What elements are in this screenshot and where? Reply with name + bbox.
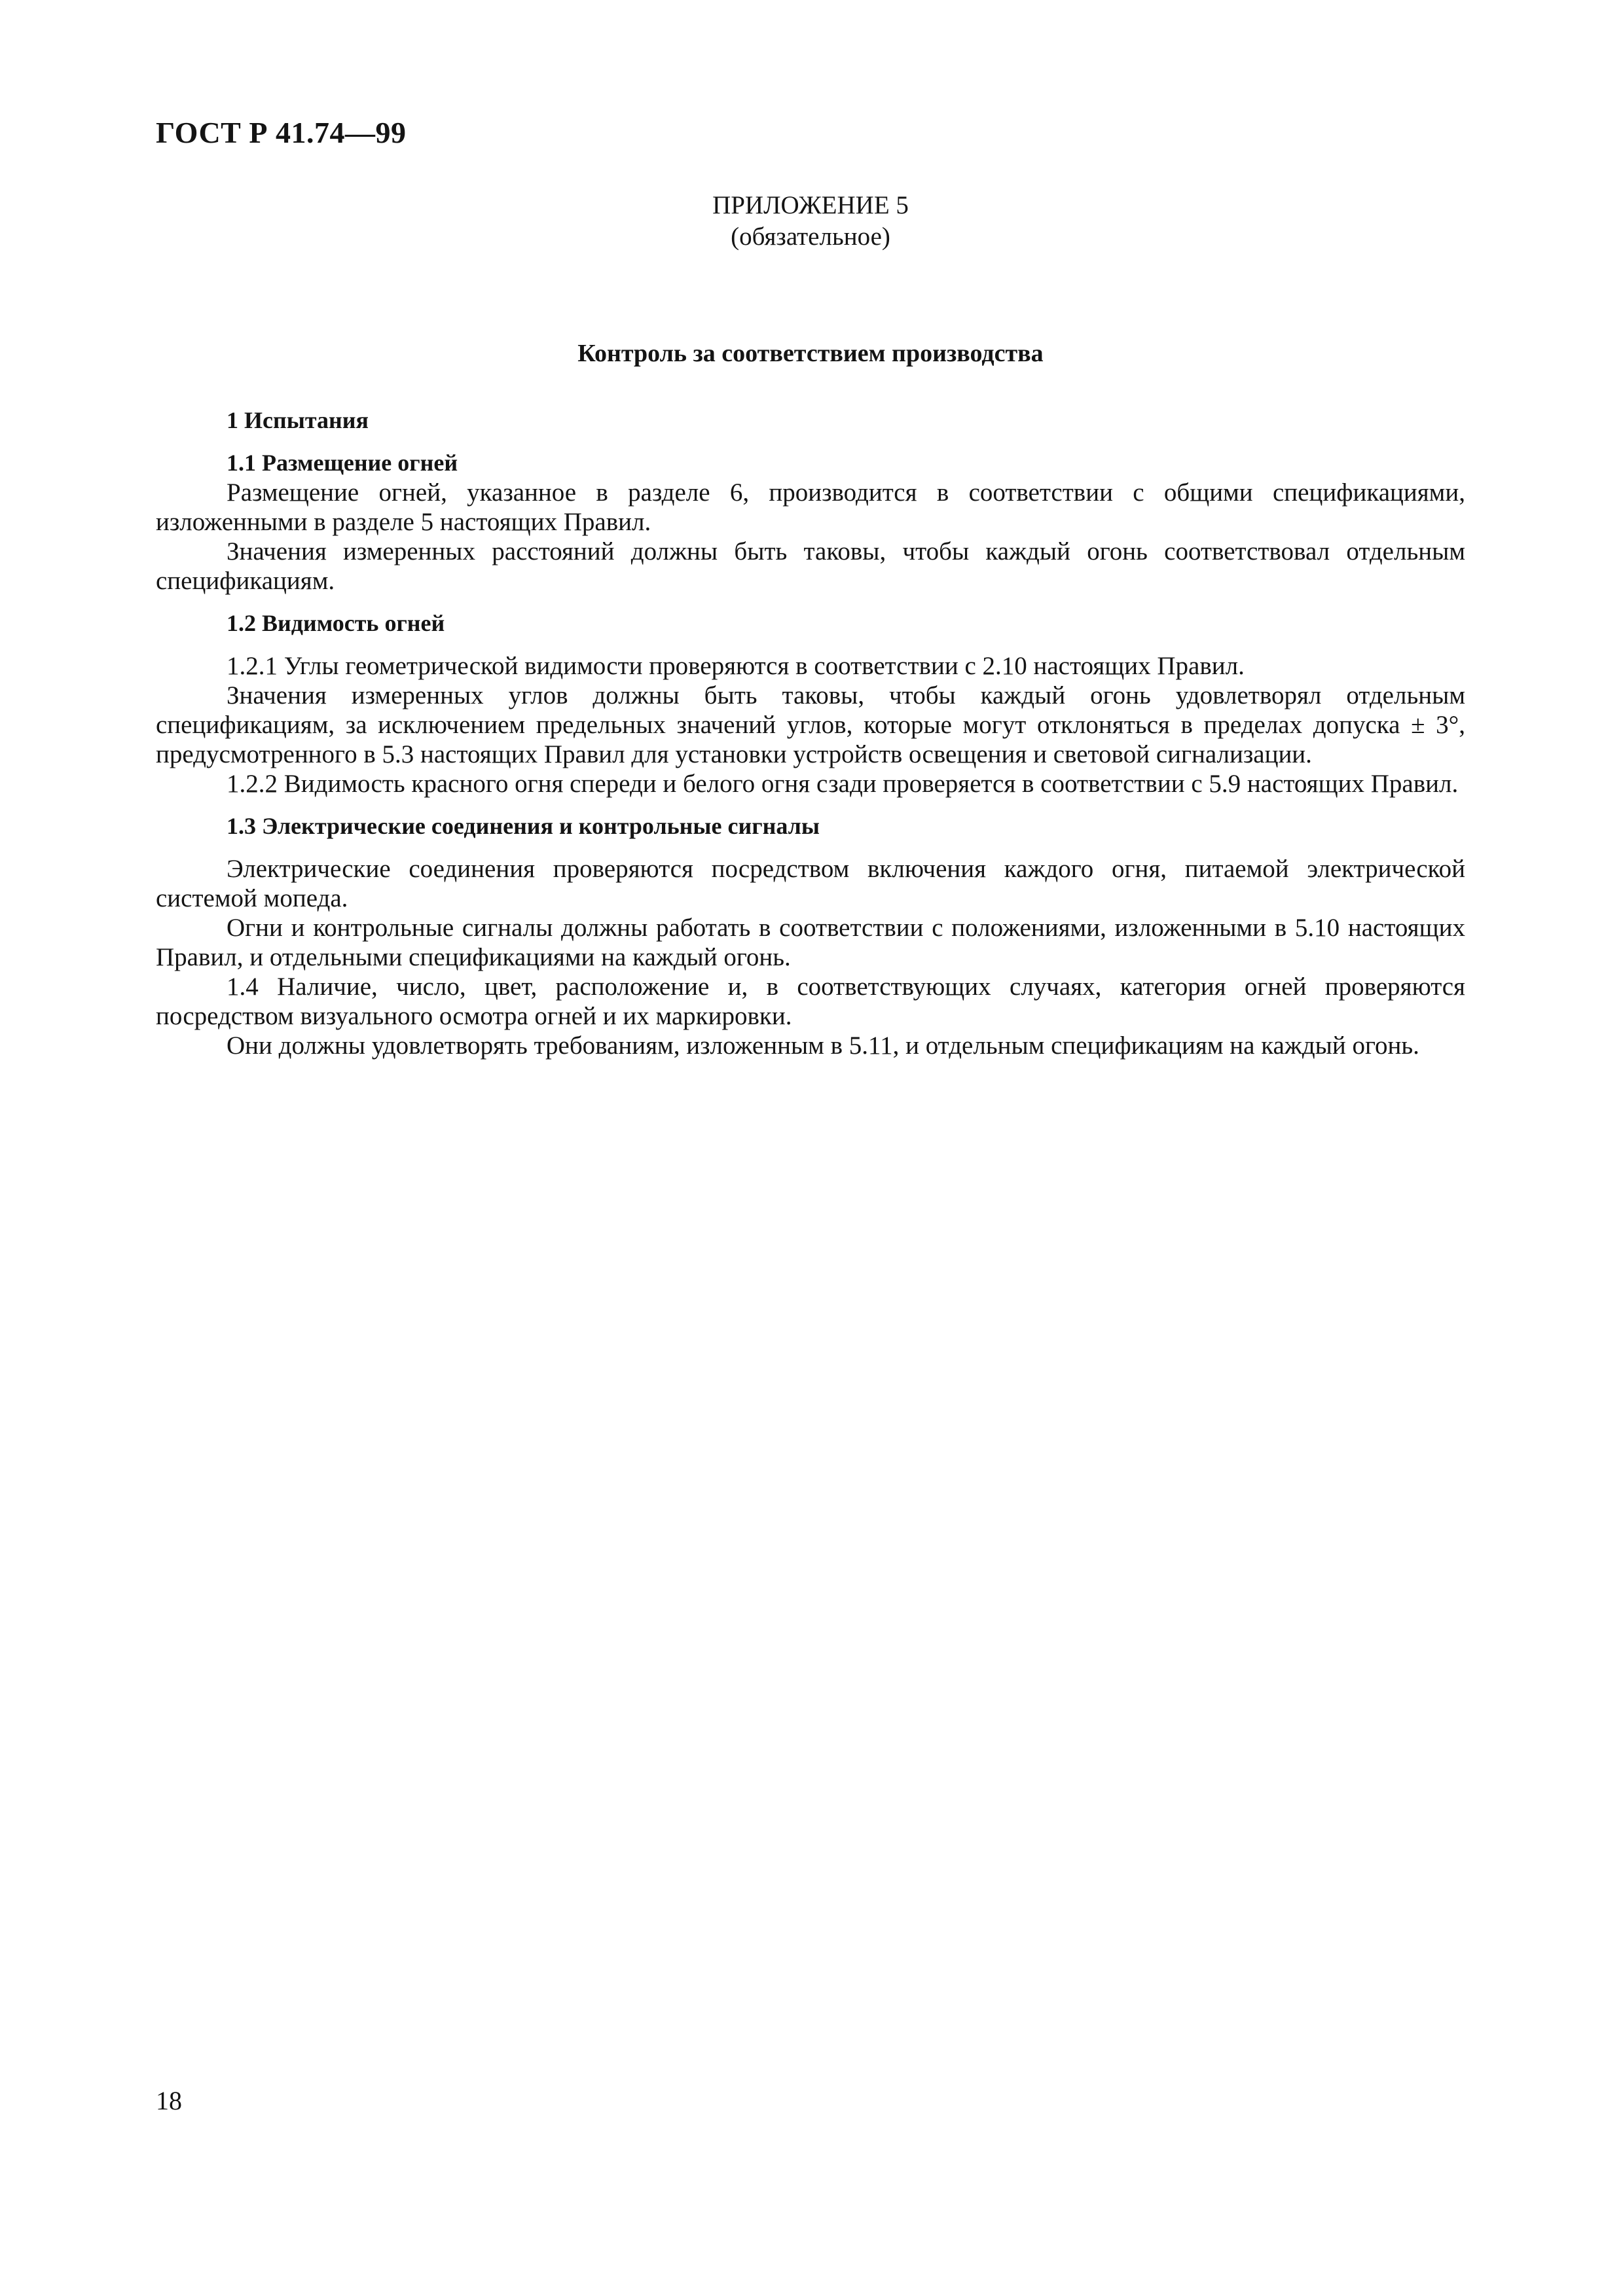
appendix-subtitle: (обязательное) (731, 223, 890, 251)
paragraph: Огни и контрольные сигналы должны работать в соответствии с положениями, изложенными в 5.10 настоящих Правил, и отдельными спецификациями на каждый огонь. (156, 914, 1465, 971)
section-heading-1: 1 Испытания (227, 407, 369, 433)
page-number: 18 (156, 2086, 182, 2115)
page-title: Контроль за соответствием производства (577, 340, 1044, 367)
appendix-title: ПРИЛОЖЕНИЕ 5 (712, 191, 909, 219)
paragraph: 1.4 Наличие, число, цвет, расположение и, в соответствующих случаях, категория огней проверяются посредством визуального осмотра огней и их маркировки. (156, 973, 1465, 1030)
paragraph: Размещение огней, указанное в разделе 6, производится в соответствии с общими спецификациями, изложенными в разделе 5 настоящих Правил. (156, 478, 1465, 536)
paragraph: Электрические соединения проверяются посредством включения каждого огня, питаемой электрической системой мопеда. (156, 855, 1465, 912)
section-heading-1-3: 1.3 Электрические соединения и контрольные сигналы (227, 813, 820, 839)
section-heading-1-2: 1.2 Видимость огней (227, 610, 445, 636)
document-body (156, 406, 1465, 1060)
document-code: ГОСТ Р 41.74—99 (156, 116, 407, 149)
paragraph: Они должны удовлетворять требованиям, изложенным в 5.11, и отдельным спецификациям на каждый огонь. (227, 1031, 1419, 1060)
appendix-header (156, 190, 1465, 253)
paragraph: 1.2.2 Видимость красного огня спереди и белого огня сзади проверяется в соответствии с 5.9 настоящих Правил. (227, 770, 1459, 798)
section-heading-1-1: 1.1 Размещение огней (227, 450, 458, 476)
paragraph: 1.2.1 Углы геометрической видимости проверяются в соответствии с 2.10 настоящих Правил. (227, 652, 1245, 680)
paragraph: Значения измеренных расстояний должны быть таковы, чтобы каждый огонь соответствовал отдельным спецификациям. (156, 537, 1465, 595)
paragraph: Значения измеренных углов должны быть таковы, чтобы каждый огонь удовлетворял отдельным спецификациям, за исключением предельных значений углов, которые могут отклоняться в пределах допуска ± 3°, предусмотренного в 5.3 настоящих Правил для установки устройств освещения и световой сигнализации. (156, 681, 1465, 768)
